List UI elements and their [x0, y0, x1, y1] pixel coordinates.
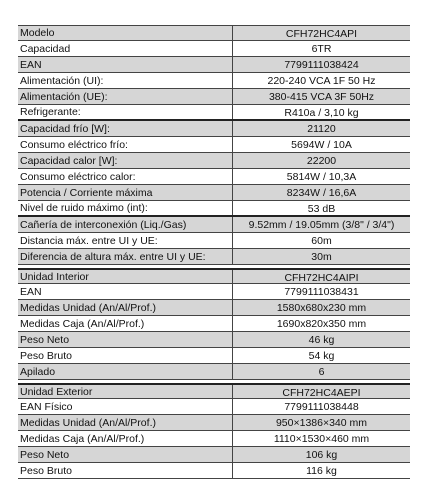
spec-value: 5814W / 10,3A	[232, 169, 410, 184]
spec-row	[18, 185, 410, 201]
spec-value: 46 kg	[232, 332, 410, 347]
spec-label: Alimentación (UE):	[20, 90, 108, 103]
spec-row	[18, 105, 410, 121]
spec-row	[18, 415, 410, 431]
spec-value: 54 kg	[232, 348, 410, 363]
spec-label: Diferencia de altura máx. entre UI y UE:	[20, 250, 206, 263]
spec-label: EAN	[20, 58, 42, 71]
spec-value: 6TR	[232, 41, 410, 56]
spec-value: 22200	[232, 153, 410, 168]
spec-label: Consumo eléctrico frío:	[20, 138, 128, 151]
spec-value: 7799111038431	[232, 284, 410, 299]
spec-value: 30m	[232, 249, 410, 264]
spec-value: 380-415 VCA 3F 50Hz	[232, 89, 410, 104]
spec-label: Potencia / Corriente máxima	[20, 186, 153, 199]
spec-row	[18, 121, 410, 137]
spec-label: Capacidad frío [W]:	[20, 122, 110, 135]
spec-label: Modelo	[20, 27, 55, 39]
spec-row	[18, 25, 410, 41]
spec-row	[18, 431, 410, 447]
spec-value: 21120	[232, 121, 410, 136]
spec-value: 1690x820x350 mm	[232, 316, 410, 331]
spec-row	[18, 73, 410, 89]
spec-row	[18, 201, 410, 217]
spec-value: 8234W / 16,6A	[232, 185, 410, 200]
spec-value: 106 kg	[232, 447, 410, 462]
spec-sheet	[18, 25, 410, 479]
spec-label: Medidas Unidad (An/Al/Prof.)	[20, 416, 156, 429]
spec-row	[18, 268, 410, 284]
spec-value: 116 kg	[232, 463, 410, 478]
spec-value: 220-240 VCA 1F 50 Hz	[232, 73, 410, 88]
spec-row	[18, 316, 410, 332]
spec-row	[18, 233, 410, 249]
spec-label: Nivel de ruido máximo (int):	[20, 202, 148, 214]
spec-value: 1110×1530×460 mm	[232, 431, 410, 446]
spec-row	[18, 399, 410, 415]
spec-row	[18, 447, 410, 463]
spec-label: Capacidad	[20, 42, 71, 55]
spec-label: Alimentación (UI):	[20, 74, 104, 87]
spec-label: Unidad Exterior	[20, 385, 93, 398]
spec-row	[18, 284, 410, 300]
spec-label: Refrigerante:	[20, 106, 81, 118]
spec-row	[18, 364, 410, 380]
spec-label: Distancia máx. entre UI y UE:	[20, 234, 158, 247]
spec-label: Apilado	[20, 365, 56, 378]
spec-row	[18, 383, 410, 399]
spec-row	[18, 300, 410, 316]
spec-value: 950×1386×340 mm	[232, 415, 410, 430]
spec-label: Peso Bruto	[20, 349, 72, 362]
spec-label: Unidad Interior	[20, 270, 89, 283]
spec-label: Peso Bruto	[20, 464, 72, 477]
spec-value: 7799111038448	[232, 399, 410, 414]
spec-value: 5694W / 10A	[232, 137, 410, 152]
spec-label: EAN	[20, 285, 42, 298]
spec-label: Medidas Caja (An/Al/Prof.)	[20, 317, 145, 330]
spec-value: CFH72HC4AEPI	[232, 385, 410, 398]
spec-label: Capacidad calor [W]:	[20, 154, 118, 167]
spec-row	[18, 41, 410, 57]
spec-label: Medidas Unidad (An/Al/Prof.)	[20, 301, 156, 314]
spec-label: Cañería de interconexión (Liq./Gas)	[20, 218, 187, 231]
spec-label: Medidas Caja (An/Al/Prof.)	[20, 432, 145, 445]
spec-row	[18, 137, 410, 153]
spec-value: 9.52mm / 19.05mm (3/8" / 3/4")	[232, 217, 410, 232]
spec-row	[18, 463, 410, 479]
spec-row	[18, 348, 410, 364]
spec-row	[18, 169, 410, 185]
spec-value: 1580x680x230 mm	[232, 300, 410, 315]
spec-row	[18, 249, 410, 265]
spec-row	[18, 89, 410, 105]
spec-value: 6	[232, 364, 410, 379]
spec-row	[18, 217, 410, 233]
spec-label: Peso Neto	[20, 448, 70, 461]
spec-value: CFH72HC4API	[232, 26, 410, 40]
spec-value: 7799111038424	[232, 57, 410, 72]
spec-label: EAN Físico	[20, 400, 73, 413]
spec-value: R410a / 3,10 kg	[232, 105, 410, 119]
spec-label: Peso Neto	[20, 333, 70, 346]
spec-value: CFH72HC4AIPI	[232, 270, 410, 283]
spec-label: Consumo eléctrico calor:	[20, 170, 136, 183]
spec-row	[18, 332, 410, 348]
spec-value: 60m	[232, 233, 410, 248]
spec-row	[18, 153, 410, 169]
spec-value: 53 dB	[232, 201, 410, 215]
spec-row	[18, 57, 410, 73]
